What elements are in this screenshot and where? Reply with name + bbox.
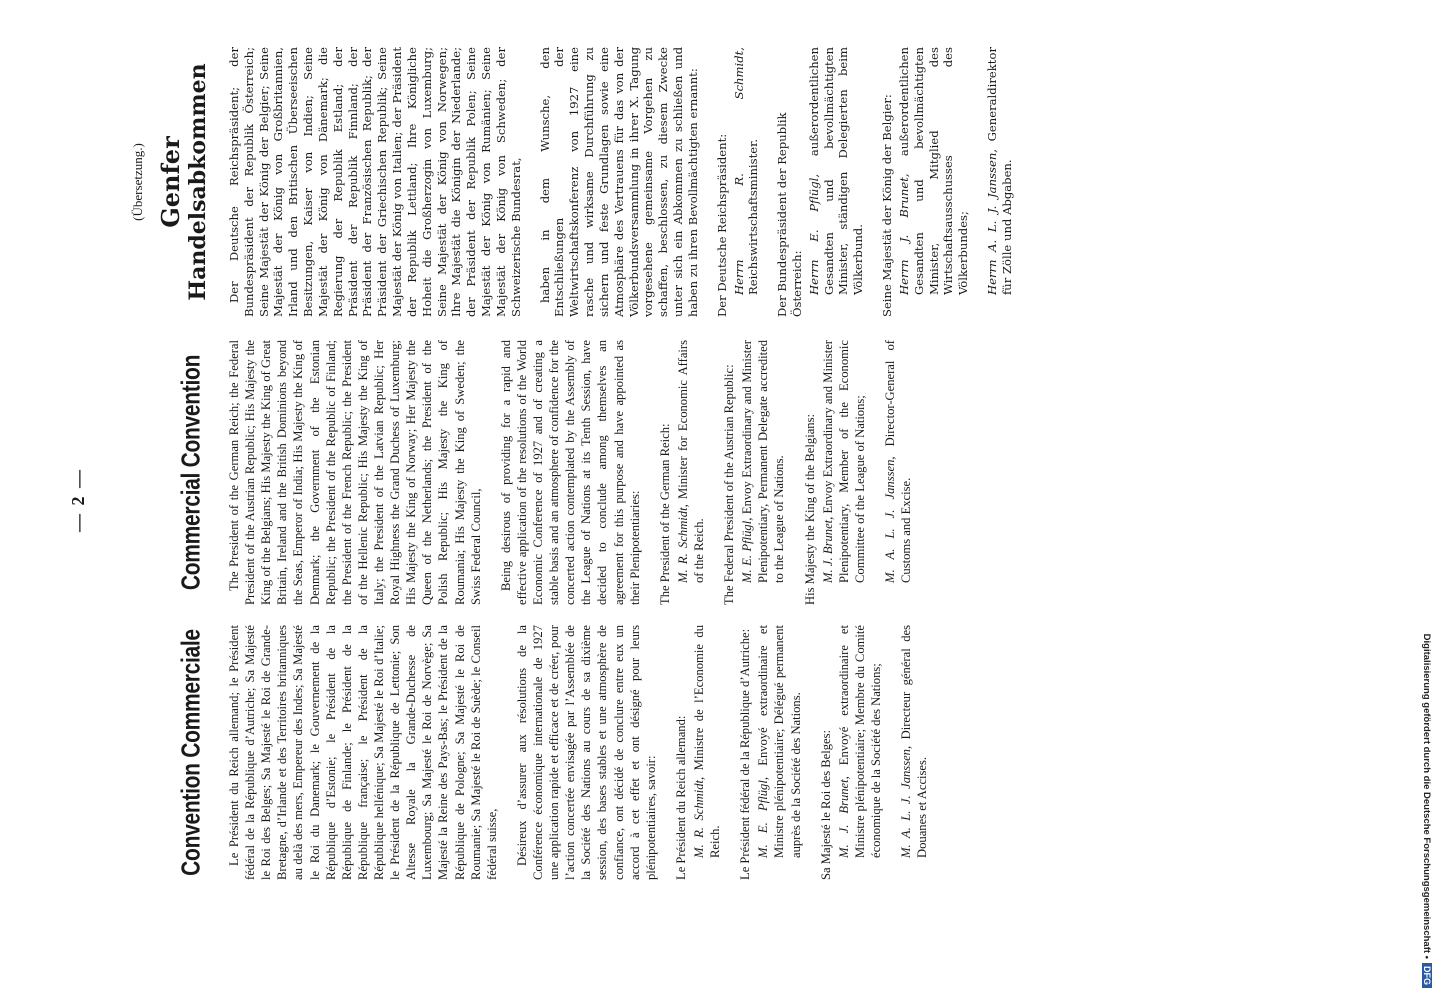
french-belgium-entry-2 [898, 625, 930, 858]
german-belgium-lead: Seine Majestät der König der Belgier: [880, 94, 895, 317]
german-preamble: Der Deutsche Reichspräsident; der Bundespräsident der Republik Österreich; Seine Majestät der König der Belgier; Seine Majestät der König von Großbritannien, Irland und den Britischen Überseeischen Besitzungen, Kaiser von Indien; Seine Majestät der König von Dänemark; die Regierung der Republik Estland; der Präsident der Republik Finnland; der Präsident der Französischen Republik; der Präsident der Griechischen Republik; Seine Majestät der König von Italien; der Präsident der Republik Lettland; Ihre Königliche Hoheit die Großherzogin von Luxemburg; Seine Majestät der König von Norwegen; Ihre Majestät die Königin der Niederlande; der Präsident der Republik Polen; Seine Majestät der König von Rumänien; Seine Majestät der König von Schweden; der Schweizerische Bundesrat, [227, 47, 523, 317]
translation-note: (Übersetzung.) [130, 143, 145, 221]
plenipotentiary-name: M. R. Schmidt, [675, 504, 690, 583]
plenipotentiary-name: M. R. Schmidt, [691, 776, 706, 858]
french-austria-entry [755, 625, 803, 858]
french-germany-entry [691, 625, 723, 858]
english-preamble: The President of the German Reich; the Federal President of the Austrian Republic; His Majesty the King of the Belgians; His Majesty the King of Great Britain, Ireland and the British Dominions beyond the Seas, Emperor of India; His Majesty the King of Denmark; the Government of the Estonian Republic; the President of the Republic of Finland; the President of the French Republic; the President of the Hellenic Republic; His Majesty the King of Italy; the President of the Latvian Republic; Her Royal Highness the Grand Duchess of Luxemburg; His Majesty the King of Norway; Her Majesty the Queen of the Netherlands; the President of the Polish Republic; His Majesty the King of Roumania; His Majesty the King of Sweden; the Swiss Federal Council, [227, 340, 483, 605]
german-belgium-entry-1 [897, 47, 971, 295]
french-germany-block [673, 625, 723, 880]
english-austria-entry [739, 340, 787, 583]
digitization-credit [1418, 8, 1434, 988]
french-austria-block [737, 625, 803, 880]
credit-text: Digitalisierung gefördert durch die Deutsche Forschungsgemeinschaft • [1421, 633, 1432, 959]
english-germany-lead: The President of the German Reich: [657, 423, 672, 605]
digitization-credit-text [1421, 8, 1432, 988]
plenipotentiary-role: Envoy Extraordinary and Minister Plenipotentiary, Permanent Delegate accredited to the League of Nations. [740, 340, 787, 583]
english-column [130, 340, 928, 605]
english-belgium-block [802, 340, 915, 605]
english-austria-lead: The Federal President of the Austrian Republic: [722, 364, 737, 605]
german-austria-entry [807, 47, 866, 295]
french-belgium-block [818, 625, 931, 880]
german-germany-entry [732, 47, 762, 295]
page-number: — 2 — [68, 468, 88, 532]
german-austria-lead: Der Bundespräsident der Republik Österreich: [775, 112, 804, 317]
english-germany-entry [675, 340, 707, 583]
german-purpose: haben in dem Wunsche, den Entschließungen der Weltwirtschaftskonferenz von 1927 eine rasche und wirksame Durchführung zu sichern und feste Grundlagen sowie eine Atmosphäre des Vertrauens für das von der Völkerbundsversammlung in ihrer X. Tagung vorgesehene gemeinsame Vorgehen zu schaffen, beschlossen, zu diesem Zwecke unter sich ein Abkommen zu schließen und haben zu ihren Bevollmächtigten ernannt: [537, 47, 700, 317]
french-germany-lead: Le Président du Reich allemand: [673, 715, 688, 880]
english-austria-block [721, 340, 787, 605]
plenipotentiary-name: M. E. Pflügl, [756, 777, 771, 858]
german-germany-lead: Der Deutsche Reichspräsident: [714, 133, 729, 317]
plenipotentiary-name: M. A. L. J. Janssen, [882, 456, 897, 583]
plenipotentiary-name: M. E. Pflügl, [740, 517, 755, 583]
french-column [130, 625, 944, 880]
plenipotentiary-name: Herrn R. Schmidt, [731, 47, 746, 295]
german-heading [130, 47, 211, 317]
plenipotentiary-name: Herrn E. Pflügl, [806, 173, 821, 295]
french-belgium-entry-1 [836, 625, 884, 858]
english-belgium-entry-2 [882, 340, 914, 583]
french-purpose: Désireux d’assurer aux résolutions de la Conférence économique internationale de 1927 une application rapide et efficace et de créer, pour l’action concertée envisagée par l’Assemblée de la Société des Nations au cours de sa dixième session, des bases stables et une atmosphère de confiance, ont décidé de conclure entre eux un accord à cet effet et ont désigné pour leurs plénipotentiaires, savoir: [514, 625, 658, 880]
english-belgium-entry-1 [820, 340, 868, 583]
english-belgium-lead: His Majesty the King of the Belgians: [802, 414, 817, 605]
english-purpose: Being desirous of providing for a rapid and effective application of the resolutions of the World Economic Conference of 1927 and of creating a stable basis and an atmosphere of confidence for the concerted action contemplated by the Assembly of the League of Nations at its Tenth Session, have decided to conclude among themselves an agreement for this purpose and have appointed as their Plenipotentiaries: [498, 340, 642, 605]
german-austria-block [775, 47, 866, 317]
plenipotentiary-name: M. A. L. J. Janssen, [899, 745, 914, 858]
german-germany-block [715, 47, 761, 317]
plenipotentiary-name: M. J. Brunet, [820, 516, 835, 583]
plenipotentiary-name: Herrn J. Brunet, [896, 173, 911, 295]
plenipotentiary-role: Director-General of Customs and Excise. [882, 340, 914, 583]
plenipotentiary-role: Ministre de l’Economie du Reich. [691, 624, 723, 858]
german-belgium-entry-2 [985, 47, 1015, 295]
french-belgium-lead: Sa Majesté le Roi des Belges: [818, 729, 833, 880]
german-title-line-1: Genfer [156, 136, 185, 228]
plenipotentiary-role: Reichswirtschaftsminister. [746, 138, 761, 295]
english-title: Commercial Convention [177, 354, 206, 591]
plenipotentiary-role: Envoyé extraordinaire et Ministre plénipotentiaire; Délégué permanent auprès de la Société des Nations. [756, 625, 803, 858]
plenipotentiary-role: Directeur général des Douanes et Accises. [899, 625, 930, 858]
french-austria-lead: Le Président fédéral de la République d’Autriche: [738, 628, 753, 880]
plenipotentiary-role: Envoy Extraordinary and Minister Plenipotentiary, Member of the Economic Committee of the League of Nations; [820, 340, 867, 583]
plenipotentiary-role: außerordentlichen Gesandten und bevollmächtigten Minister, Mitglied des Wirtschaftsausschusses des Völkerbundes; [896, 46, 971, 295]
french-preamble: Le Président du Reich allemand; le Président fédéral de la République d’Autriche; Sa Majesté le Roi des Belges; Sa Majesté le Roi de Grande-Bretagne, d’Irlande et des Territoires britanniques au delà des mers, Empereur des Indes; Sa Majesté le Roi du Danemark; le Gouvernement de la République d’Estonie; le Président de la République de Finlande; le Président de la République française; le Président de la République hellénique; Sa Majesté le Roi d’Italie; le Président de la République de Lettonie; Son Altesse Royale la Grande-Duchesse de Luxembourg; Sa Majesté le Roi de Norvège; Sa Majesté la Reine des Pays-Bas; le Président de la République de Pologne; Sa Majesté le Roi de Roumanie; Sa Majesté le Roi de Suède; le Conseil fédéral suisse, [227, 625, 499, 880]
german-column [130, 47, 1029, 317]
plenipotentiary-role: außerordentlichen Gesandten und bevollmächtigten Minister, ständigen Delegierten beim Völkerbund. [806, 47, 866, 295]
plenipotentiary-role: Minister for Economic Affairs of the Reich. [675, 339, 706, 583]
german-belgium-block [880, 47, 1015, 317]
plenipotentiary-name: M. J. Brunet, [836, 776, 851, 858]
plenipotentiary-role: Generaldirektor für Zölle und Abgaben. [985, 47, 1014, 295]
english-germany-block [657, 340, 707, 605]
plenipotentiary-name: Herrn A. L. J. Janssen, [985, 149, 1000, 295]
dfg-logo: DFG [1422, 963, 1432, 988]
german-title-line-2: Handelsabkommen [185, 63, 211, 301]
french-title: Convention Commerciale [177, 629, 206, 876]
plenipotentiary-role: Envoyé extraordinaire et Ministre plénipotentiaire; Membre du Comité économique de la Société des Nations; [836, 625, 883, 858]
